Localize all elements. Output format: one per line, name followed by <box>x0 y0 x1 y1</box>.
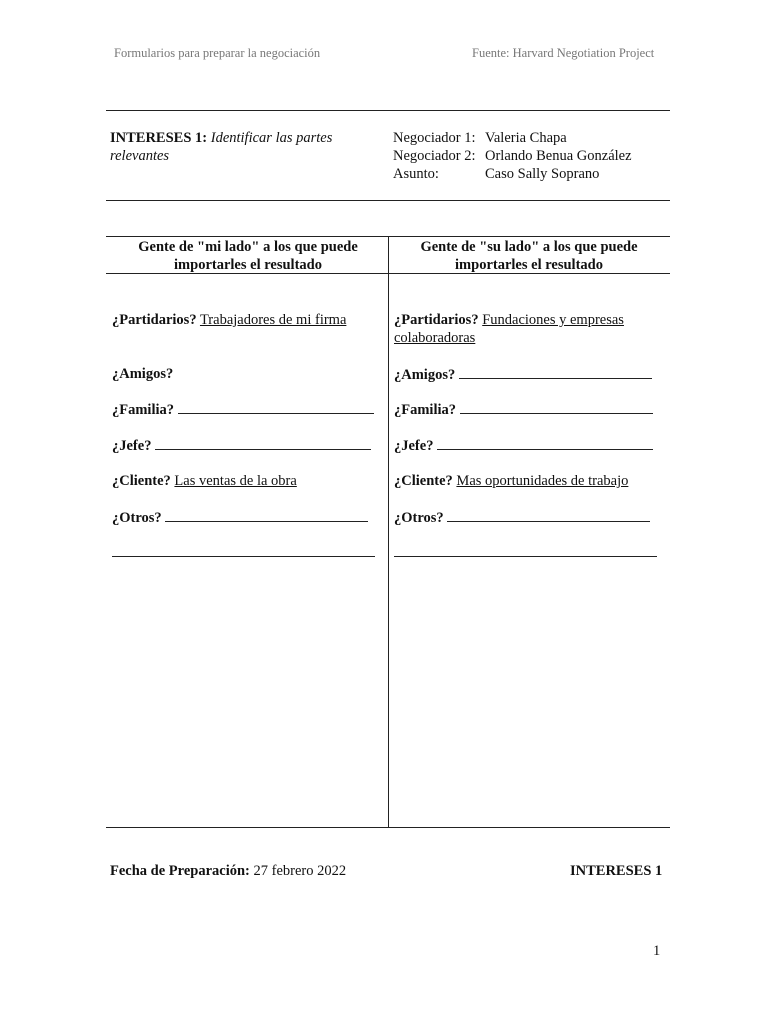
table-column-divider <box>388 236 389 828</box>
form-title-italic: Identificar las partes relevantes <box>110 130 333 164</box>
meta-value: Valeria Chapa <box>485 130 567 146</box>
top-rule <box>106 110 670 111</box>
right-otros-label: ¿Otros? <box>394 510 444 526</box>
left-familia-label: ¿Familia? <box>112 402 175 418</box>
meta-key: Asunto: <box>393 166 439 182</box>
left-extra-blank-line[interactable] <box>112 556 375 557</box>
table-bottom-rule <box>106 827 670 828</box>
left-cliente-value: Las ventas de la obra <box>174 473 297 489</box>
right-amigos <box>394 365 652 384</box>
meta-row-subject <box>393 165 632 183</box>
left-otros-label: ¿Otros? <box>112 510 162 526</box>
right-cliente-value: Mas oportunidades de trabajo <box>456 473 629 489</box>
left-partidarios-label: ¿Partidarios? <box>112 312 197 328</box>
meta-row-negotiator-1 <box>393 129 632 147</box>
left-cliente-label: ¿Cliente? <box>112 473 171 489</box>
right-jefe-label: ¿Jefe? <box>394 438 434 454</box>
right-jefe <box>394 436 653 455</box>
left-cliente <box>112 472 297 490</box>
column-header-my-side: Gente de "mi lado" a los que puede importarles el resultado <box>138 239 358 273</box>
left-amigos-label: ¿Amigos? <box>112 366 174 382</box>
left-jefe <box>112 436 371 455</box>
left-otros-blank[interactable] <box>165 508 368 522</box>
meta-key: Negociador 2: <box>393 148 476 164</box>
right-partidarios-label: ¿Partidarios? <box>394 312 479 328</box>
right-familia <box>394 400 653 419</box>
right-partidarios-value-line2: colaboradoras <box>394 330 476 346</box>
section-rule <box>106 200 670 201</box>
right-cliente <box>394 472 628 490</box>
meta-value: Orlando Benua González <box>485 148 632 164</box>
meta-value: Caso Sally Soprano <box>485 166 600 182</box>
column-header-their-side: Gente de "su lado" a los que puede importarles el resultado <box>420 239 638 273</box>
right-cliente-label: ¿Cliente? <box>394 473 453 489</box>
left-jefe-label: ¿Jefe? <box>112 438 152 454</box>
form-title-bold: INTERESES 1: <box>110 130 208 146</box>
left-amigos <box>112 365 173 383</box>
left-otros <box>112 508 368 527</box>
meta-key: Negociador 1: <box>393 130 476 146</box>
left-familia-blank[interactable] <box>178 400 374 414</box>
form-title <box>110 129 380 165</box>
right-amigos-blank[interactable] <box>459 365 652 379</box>
preparation-date <box>110 863 346 880</box>
meta-row-negotiator-2 <box>393 147 632 165</box>
right-amigos-label: ¿Amigos? <box>394 367 456 383</box>
right-extra-blank-line[interactable] <box>394 556 657 557</box>
right-familia-label: ¿Familia? <box>394 402 457 418</box>
right-otros <box>394 508 650 527</box>
header-form-title: Formularios para preparar la negociación <box>114 46 321 60</box>
negotiation-meta <box>393 129 632 183</box>
right-partidarios <box>394 311 624 329</box>
page-number: 1 <box>653 943 661 959</box>
header-source: Fuente: Harvard Negotiation Project <box>472 46 655 60</box>
left-partidarios-value: Trabajadores de mi firma <box>199 312 347 328</box>
left-jefe-blank[interactable] <box>155 436 371 450</box>
right-partidarios-cont <box>394 329 475 347</box>
right-familia-blank[interactable] <box>460 400 653 414</box>
preparation-date-value: 27 febrero 2022 <box>253 863 347 879</box>
preparation-date-label: Fecha de Preparación: <box>110 863 250 879</box>
right-partidarios-value-line1: Fundaciones y empresas <box>482 312 624 328</box>
left-familia <box>112 400 374 419</box>
section-footer-label: INTERESES 1 <box>570 863 663 879</box>
right-jefe-blank[interactable] <box>437 436 653 450</box>
left-partidarios <box>112 311 346 329</box>
right-otros-blank[interactable] <box>447 508 650 522</box>
